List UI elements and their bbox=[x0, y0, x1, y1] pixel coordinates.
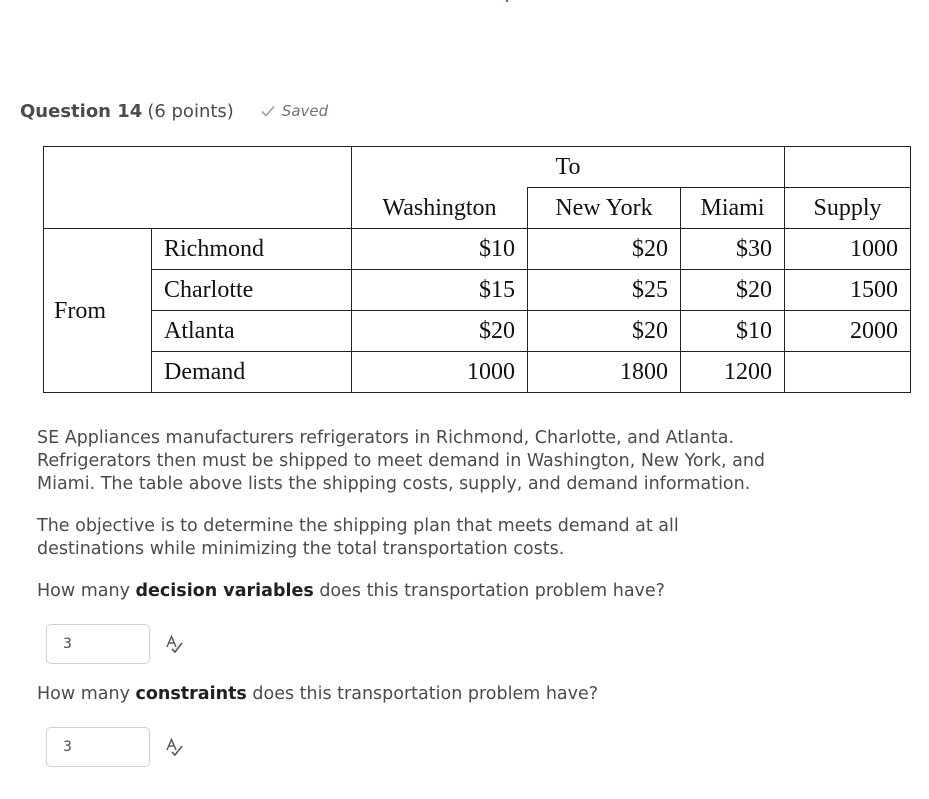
description-paragraph bbox=[37, 427, 765, 496]
supply-cell: 1500 bbox=[785, 270, 911, 311]
prompt-text: How many bbox=[37, 581, 136, 601]
blank-cell bbox=[785, 147, 911, 188]
cost-cell: $25 bbox=[528, 270, 681, 311]
cost-cell: $20 bbox=[352, 311, 528, 352]
question-1-prompt bbox=[37, 580, 665, 603]
objective-line: destinations while minimizing the total transportation costs. bbox=[37, 539, 565, 559]
table-row bbox=[44, 311, 911, 352]
to-header: To bbox=[352, 147, 785, 188]
demand-cell bbox=[785, 352, 911, 393]
answer-1-input[interactable]: 3 bbox=[46, 624, 150, 664]
from-label: From bbox=[44, 229, 152, 393]
description-line: Refrigerators then must be shipped to meet demand in Washington, New York, and bbox=[37, 451, 766, 471]
demand-cell: 1200 bbox=[681, 352, 785, 393]
cost-cell: $10 bbox=[352, 229, 528, 270]
col-header-new-york: New York bbox=[528, 188, 681, 229]
transportation-table bbox=[43, 146, 911, 393]
saved-label: Saved bbox=[281, 102, 329, 120]
check-icon bbox=[260, 103, 276, 119]
row-name: Charlotte bbox=[152, 270, 352, 311]
description-line: Miami. The table above lists the shipping costs, supply, and demand information. bbox=[37, 474, 751, 494]
col-header-washington: Washington bbox=[352, 188, 528, 229]
question-header bbox=[20, 99, 328, 123]
prompt-text: How many bbox=[37, 684, 136, 704]
cost-cell: $20 bbox=[528, 229, 681, 270]
spellcheck-icon[interactable] bbox=[164, 737, 184, 757]
cost-cell: $20 bbox=[528, 311, 681, 352]
objective-paragraph bbox=[37, 515, 679, 561]
prompt-bold: constraints bbox=[135, 684, 247, 704]
question-points: (6 points) bbox=[147, 100, 234, 122]
supply-cell: 2000 bbox=[785, 311, 911, 352]
row-name: Richmond bbox=[152, 229, 352, 270]
cost-cell: $10 bbox=[681, 311, 785, 352]
prompt-text: does this transportation problem have? bbox=[246, 684, 599, 704]
question-number: Question 14 bbox=[20, 100, 143, 122]
cost-cell: $30 bbox=[681, 229, 785, 270]
table-row bbox=[44, 147, 911, 188]
answer-2-input[interactable]: 3 bbox=[46, 727, 150, 767]
col-header-miami: Miami bbox=[681, 188, 785, 229]
table-row bbox=[44, 352, 911, 393]
demand-cell: 1800 bbox=[528, 352, 681, 393]
question-2-prompt bbox=[37, 683, 598, 706]
corner-cell bbox=[44, 147, 352, 229]
row-name: Atlanta bbox=[152, 311, 352, 352]
saved-status bbox=[260, 102, 328, 120]
objective-line: The objective is to determine the shipping plan that meets demand at all bbox=[37, 516, 679, 536]
cost-cell: $15 bbox=[352, 270, 528, 311]
col-header-supply: Supply bbox=[785, 188, 911, 229]
supply-cell: 1000 bbox=[785, 229, 911, 270]
prompt-bold: decision variables bbox=[135, 581, 314, 601]
demand-cell: 1000 bbox=[352, 352, 528, 393]
prompt-text: does this transportation problem have? bbox=[313, 581, 665, 601]
cost-cell: $20 bbox=[681, 270, 785, 311]
row-name: Demand bbox=[152, 352, 352, 393]
description-line: SE Appliances manufacturers refrigerators in Richmond, Charlotte, and Atlanta. bbox=[37, 428, 735, 448]
top-dot bbox=[506, 0, 508, 2]
table-row bbox=[44, 229, 911, 270]
spellcheck-icon[interactable] bbox=[164, 634, 184, 654]
table-row bbox=[44, 270, 911, 311]
